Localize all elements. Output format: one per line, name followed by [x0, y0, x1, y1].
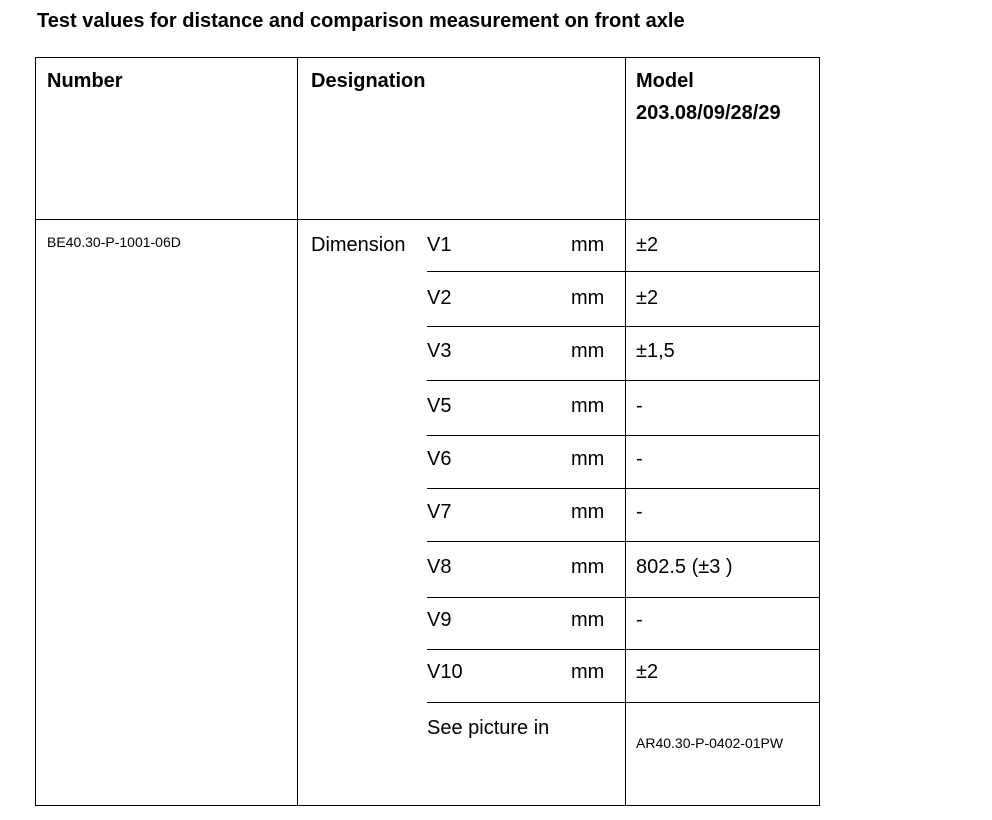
row-separator	[427, 435, 820, 436]
row-unit: mm	[571, 556, 605, 578]
row-value: -	[636, 501, 643, 523]
row-value: ±2	[636, 234, 659, 256]
row-name: V6	[427, 448, 452, 470]
row-unit: mm	[571, 340, 605, 362]
picture-reference: AR40.30-P-0402-01PW	[636, 735, 784, 751]
row-name: V5	[427, 395, 452, 417]
picture-label: See picture in	[427, 717, 550, 739]
page-title: Test values for distance and comparison measurement on front axle	[37, 10, 685, 32]
header-designation: Designation	[311, 70, 426, 92]
row-name: V8	[427, 556, 452, 578]
row-unit: mm	[571, 661, 605, 683]
row-name: V3	[427, 340, 452, 362]
header-model-code: 203.08/09/28/29	[636, 102, 781, 124]
row-value: -	[636, 609, 643, 631]
row-unit: mm	[571, 609, 605, 631]
row-unit: mm	[571, 501, 605, 523]
row-unit: mm	[571, 287, 605, 309]
table-divider-model	[625, 57, 626, 805]
table-header-bottom	[35, 219, 820, 220]
row-name: V2	[427, 287, 452, 309]
table-divider-number	[297, 57, 298, 805]
row-separator	[427, 649, 820, 650]
row-unit: mm	[571, 448, 605, 470]
row-value: ±2	[636, 287, 659, 309]
row-separator	[427, 597, 820, 598]
table-border-top	[35, 57, 820, 58]
row-unit: mm	[571, 234, 605, 256]
row-value: -	[636, 395, 643, 417]
row-separator	[427, 541, 820, 542]
row-name: V9	[427, 609, 452, 631]
row-value: -	[636, 448, 643, 470]
table-border-left	[35, 57, 36, 805]
row-separator	[427, 702, 820, 703]
document-number: BE40.30-P-1001-06D	[47, 234, 181, 250]
row-value: ±1,5	[636, 340, 675, 362]
designation-label: Dimension	[311, 234, 406, 256]
row-name: V10	[427, 661, 463, 683]
row-separator	[427, 271, 820, 272]
row-name: V1	[427, 234, 452, 256]
row-name: V7	[427, 501, 452, 523]
row-value: ±2	[636, 661, 659, 683]
row-separator	[427, 488, 820, 489]
header-model: Model	[636, 70, 694, 92]
table-border-bottom	[35, 805, 820, 806]
row-separator	[427, 326, 820, 327]
header-number: Number	[47, 70, 123, 92]
table-border-right	[819, 57, 820, 805]
row-unit: mm	[571, 395, 605, 417]
row-separator	[427, 380, 820, 381]
row-value: 802.5 (±3 )	[636, 556, 733, 578]
